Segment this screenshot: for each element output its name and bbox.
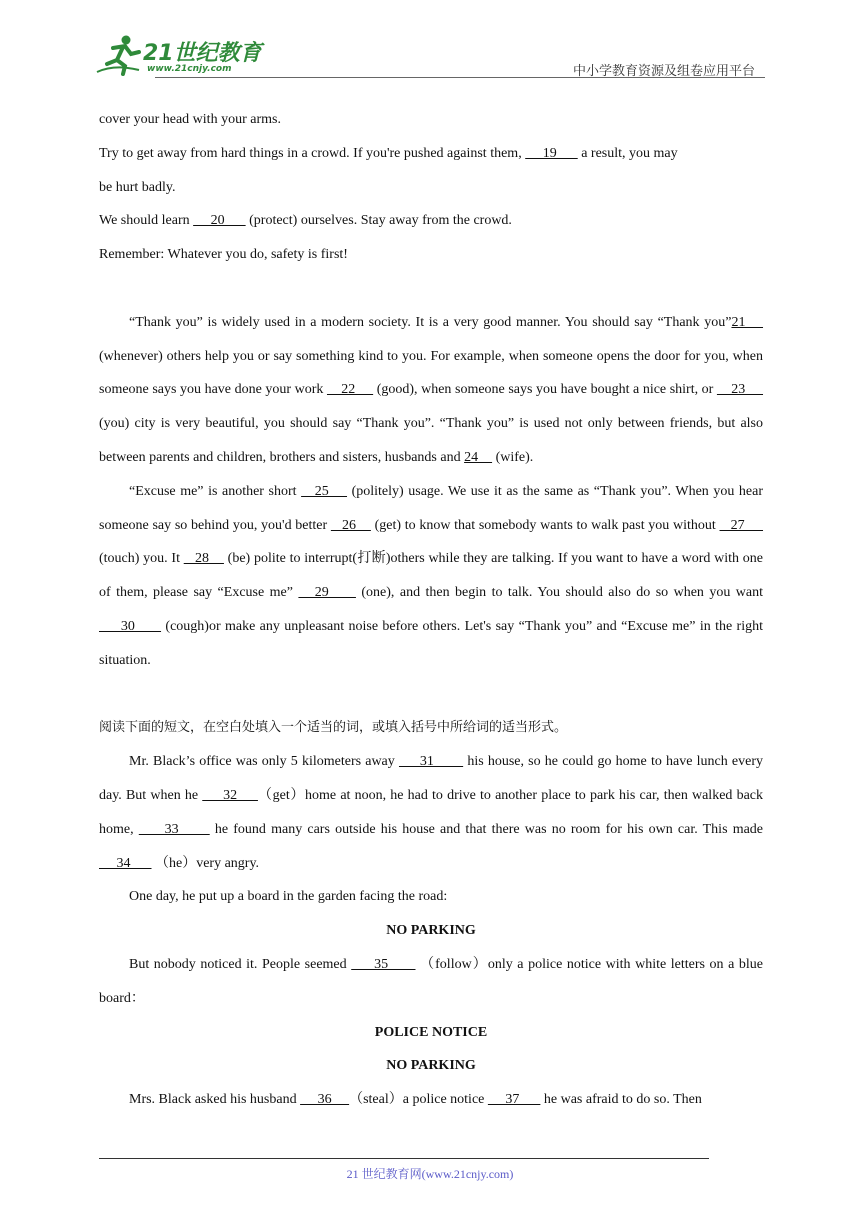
blank-26: 26 bbox=[330, 517, 371, 533]
sign-police-notice: POLICE NOTICE bbox=[374, 1024, 488, 1040]
blank-31: 31 bbox=[398, 754, 464, 770]
blank-24: 24 bbox=[464, 449, 493, 465]
logo-url: www.21cnjy.com bbox=[147, 64, 232, 74]
text: (good), when someone says you have bought a nice shirt, or bbox=[373, 382, 717, 398]
document-body bbox=[99, 103, 763, 1117]
blank-25: 25 bbox=[301, 483, 348, 499]
text: (be) polite to interrupt(打断)others while they are talking. If you want to have a word with one of them, please say “Excuse me” bbox=[99, 551, 764, 601]
blank-29: 29 bbox=[298, 585, 356, 601]
text: （steal）a police notice bbox=[349, 1092, 488, 1108]
text-line: Remember: Whatever you do, safety is first! bbox=[99, 247, 348, 263]
paragraph-board: One day, he put up a board in the garden facing the road: bbox=[129, 889, 448, 905]
paragraph-mr-black bbox=[99, 745, 763, 880]
blank-21: 21 bbox=[731, 314, 764, 330]
text-line: be hurt badly. bbox=[99, 179, 176, 195]
text: Try to get away from hard things in a crowd. If you're pushed against them, bbox=[99, 145, 526, 161]
text: “Thank you” is widely used in a modern society. It is a very good manner. You should say “Thank you” bbox=[129, 314, 732, 330]
text: （he）very angry. bbox=[151, 855, 260, 871]
paragraph-mrs-black bbox=[99, 1083, 763, 1117]
blank-36: 36 bbox=[300, 1092, 350, 1108]
sign-no-parking-2: NO PARKING bbox=[386, 1058, 476, 1074]
text: (protect) ourselves. Stay away from the crowd. bbox=[245, 213, 512, 229]
platform-name: 中小学教育资源及组卷应用平台 bbox=[572, 64, 755, 79]
text: “Excuse me” is another short bbox=[129, 483, 302, 499]
runner-logo-icon bbox=[95, 34, 141, 76]
text-line bbox=[99, 137, 763, 171]
blank-19: 19 bbox=[525, 145, 578, 161]
instruction: 阅读下面的短文，在空白处填入一个适当的词，或填入括号中所给词的适当形式。 bbox=[99, 720, 568, 736]
header-divider bbox=[155, 77, 765, 78]
text: (politely) usage. We use it as the same as “Thank you”. When you hear someone say so behind you, you'd better bbox=[99, 483, 764, 533]
blank-22: 22 bbox=[326, 382, 374, 398]
text: （get）home at noon, he had to drive to another place to park his car, then walked back home, bbox=[99, 787, 764, 837]
text: (you) city is very beautiful, you should say “Thank you”. “Thank you” is used not only between friends, but also between parents and children, brothers and sisters, husbands and bbox=[99, 416, 763, 465]
blank-33: 33 bbox=[138, 821, 210, 837]
text: We should learn bbox=[99, 213, 194, 229]
blank-32: 32 bbox=[202, 787, 258, 803]
text: (get) to know that somebody wants to walk past you without bbox=[370, 517, 720, 533]
site-logo[interactable] bbox=[95, 34, 265, 78]
text-line: cover your head with your arms. bbox=[99, 112, 281, 127]
text: his house, so he could go home to have lunch every day. But when he bbox=[99, 754, 763, 803]
blank-20: 20 bbox=[193, 213, 246, 229]
text: he found many cars outside his house and that there was no room for his own car. This made bbox=[209, 821, 764, 837]
text: (touch) you. It bbox=[99, 551, 184, 567]
blank-37: 37 bbox=[487, 1092, 541, 1108]
blank-34: 34 bbox=[99, 855, 152, 871]
text: (wife). bbox=[492, 449, 534, 465]
text: he was afraid to do so. Then bbox=[540, 1092, 702, 1108]
spacer bbox=[99, 272, 763, 306]
blank-27: 27 bbox=[719, 517, 764, 533]
blank-28: 28 bbox=[183, 551, 224, 567]
text: But nobody noticed it. People seemed bbox=[129, 956, 352, 972]
spacer bbox=[99, 678, 763, 712]
text: （follow）only a police notice with white letters on a blue board： bbox=[99, 956, 764, 1006]
text: (whenever) others help you or say something kind to you. For example, when someone opens the door for you, when someone says you have done your work bbox=[99, 348, 763, 398]
text: a result, you may bbox=[577, 145, 678, 161]
text-line bbox=[99, 204, 763, 238]
text: (one), and then begin to talk. You should also do so when you want bbox=[355, 585, 764, 601]
footer-link[interactable]: 21 世纪教育网(www.21cnjy.com) bbox=[346, 1167, 514, 1181]
sign-no-parking: NO PARKING bbox=[386, 923, 476, 939]
blank-23: 23 bbox=[716, 382, 764, 398]
text: Mr. Black’s office was only 5 kilometers away bbox=[129, 754, 399, 770]
text: (cough)or make any unpleasant noise before others. Let's say “Thank you” and “Excuse me” in the right situation. bbox=[99, 618, 763, 668]
paragraph-thank-you bbox=[99, 306, 763, 475]
blank-35: 35 bbox=[351, 956, 416, 972]
paragraph-nobody-noticed bbox=[99, 948, 763, 1016]
paragraph-excuse-me bbox=[99, 475, 763, 678]
text: Mrs. Black asked his husband bbox=[129, 1092, 301, 1108]
blank-30: 30 bbox=[99, 618, 162, 634]
footer-divider bbox=[99, 1158, 709, 1159]
page-header bbox=[95, 30, 765, 78]
logo-text: 21世纪教育 bbox=[143, 41, 262, 66]
